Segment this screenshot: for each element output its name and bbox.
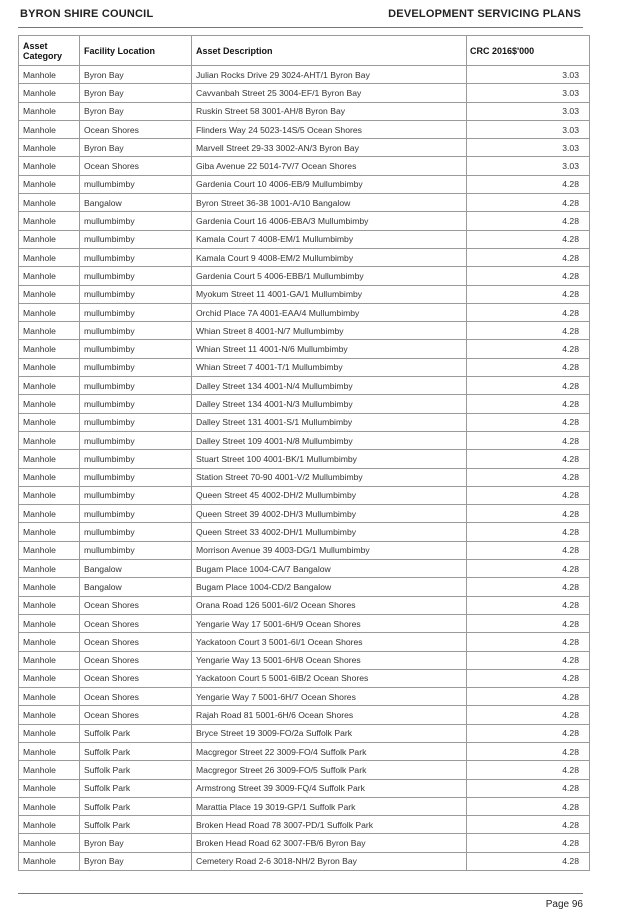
cell-crc: 4.28 [467,651,590,669]
cell-asset-description: Dalley Street 134 4001-N/4 Mullumbimby [192,377,467,395]
table-row [19,468,590,486]
table-row [19,761,590,779]
table-row [19,267,590,285]
cell-facility-location: mullumbimby [80,175,192,193]
cell-facility-location: Byron Bay [80,84,192,102]
cell-crc: 4.28 [467,486,590,504]
cell-facility-location: Byron Bay [80,102,192,120]
cell-facility-location: mullumbimby [80,212,192,230]
cell-facility-location: Suffolk Park [80,742,192,760]
cell-asset-category: Manhole [19,102,80,120]
cell-asset-description: Yengarie Way 17 5001-6H/9 Ocean Shores [192,614,467,632]
cell-facility-location: Suffolk Park [80,797,192,815]
cell-crc: 4.28 [467,816,590,834]
cell-crc: 4.28 [467,175,590,193]
cell-facility-location: mullumbimby [80,303,192,321]
cell-asset-description: Orchid Place 7A 4001-EAA/4 Mullumbimby [192,303,467,321]
cell-asset-description: Queen Street 45 4002-DH/2 Mullumbimby [192,486,467,504]
cell-crc: 4.28 [467,450,590,468]
table-row [19,742,590,760]
cell-crc: 4.28 [467,706,590,724]
table-row [19,84,590,102]
cell-crc: 4.28 [467,285,590,303]
cell-crc: 4.28 [467,669,590,687]
cell-asset-category: Manhole [19,523,80,541]
cell-crc: 3.03 [467,139,590,157]
cell-asset-description: Bugam Place 1004-CD/2 Bangalow [192,578,467,596]
table-row [19,212,590,230]
table-row [19,303,590,321]
cell-crc: 4.28 [467,377,590,395]
cell-crc: 4.28 [467,431,590,449]
cell-asset-category: Manhole [19,669,80,687]
cell-asset-category: Manhole [19,84,80,102]
table-header-row [19,36,590,66]
cell-asset-category: Manhole [19,797,80,815]
cell-facility-location: Ocean Shores [80,120,192,138]
cell-facility-location: Suffolk Park [80,724,192,742]
cell-asset-description: Bryce Street 19 3009-FO/2a Suffolk Park [192,724,467,742]
footer-divider [18,893,583,894]
table-row [19,596,590,614]
cell-asset-category: Manhole [19,706,80,724]
cell-crc: 3.03 [467,102,590,120]
cell-facility-location: mullumbimby [80,523,192,541]
cell-crc: 4.28 [467,303,590,321]
cell-asset-category: Manhole [19,450,80,468]
cell-facility-location: mullumbimby [80,468,192,486]
header-council-name: BYRON SHIRE COUNCIL [20,8,154,20]
table-row [19,157,590,175]
cell-asset-description: Bugam Place 1004-CA/7 Bangalow [192,560,467,578]
cell-crc: 4.28 [467,852,590,870]
cell-facility-location: Suffolk Park [80,761,192,779]
cell-asset-category: Manhole [19,322,80,340]
cell-crc: 4.28 [467,230,590,248]
cell-asset-description: Rajah Road 81 5001-6H/6 Ocean Shores [192,706,467,724]
cell-crc: 4.28 [467,523,590,541]
cell-asset-category: Manhole [19,560,80,578]
cell-facility-location: Ocean Shores [80,669,192,687]
cell-facility-location: mullumbimby [80,285,192,303]
cell-asset-category: Manhole [19,468,80,486]
cell-crc: 4.28 [467,541,590,559]
cell-asset-description: Yengarie Way 7 5001-6H/7 Ocean Shores [192,688,467,706]
table-row [19,66,590,84]
cell-facility-location: mullumbimby [80,431,192,449]
cell-asset-category: Manhole [19,431,80,449]
cell-facility-location: mullumbimby [80,267,192,285]
cell-crc: 4.28 [467,779,590,797]
cell-asset-description: Giba Avenue 22 5014-7V/7 Ocean Shores [192,157,467,175]
cell-crc: 4.28 [467,248,590,266]
table-row [19,834,590,852]
table-row [19,285,590,303]
cell-facility-location: Ocean Shores [80,706,192,724]
table-row [19,852,590,870]
cell-crc: 4.28 [467,468,590,486]
cell-crc: 3.03 [467,120,590,138]
cell-asset-description: Dalley Street 131 4001-S/1 Mullumbimby [192,413,467,431]
cell-crc: 3.03 [467,157,590,175]
asset-table [18,35,590,871]
cell-asset-category: Manhole [19,194,80,212]
table-row [19,816,590,834]
cell-facility-location: mullumbimby [80,450,192,468]
cell-facility-location: mullumbimby [80,340,192,358]
cell-crc: 4.28 [467,194,590,212]
table-row [19,377,590,395]
cell-asset-category: Manhole [19,267,80,285]
cell-facility-location: Byron Bay [80,66,192,84]
cell-asset-category: Manhole [19,303,80,321]
cell-asset-description: Whian Street 8 4001-N/7 Mullumbimby [192,322,467,340]
table-row [19,194,590,212]
cell-facility-location: mullumbimby [80,541,192,559]
cell-asset-description: Gardenia Court 16 4006-EBA/3 Mullumbimby [192,212,467,230]
cell-facility-location: mullumbimby [80,505,192,523]
cell-asset-description: Marvell Street 29-33 3002-AN/3 Byron Bay [192,139,467,157]
table-row [19,395,590,413]
cell-asset-category: Manhole [19,358,80,376]
cell-facility-location: Bangalow [80,578,192,596]
table-row [19,633,590,651]
header-document-title: DEVELOPMENT SERVICING PLANS [388,8,581,20]
cell-asset-description: Queen Street 33 4002-DH/1 Mullumbimby [192,523,467,541]
cell-asset-category: Manhole [19,779,80,797]
cell-asset-description: Macgregor Street 26 3009-FO/5 Suffolk Park [192,761,467,779]
cell-asset-description: Kamala Court 9 4008-EM/2 Mullumbimby [192,248,467,266]
cell-asset-category: Manhole [19,852,80,870]
table-row [19,688,590,706]
table-row [19,413,590,431]
cell-asset-category: Manhole [19,285,80,303]
cell-facility-location: mullumbimby [80,358,192,376]
cell-facility-location: Bangalow [80,560,192,578]
cell-asset-description: Armstrong Street 39 3009-FQ/4 Suffolk Park [192,779,467,797]
cell-asset-description: Dalley Street 109 4001-N/8 Mullumbimby [192,431,467,449]
cell-crc: 4.28 [467,724,590,742]
cell-asset-category: Manhole [19,578,80,596]
cell-facility-location: mullumbimby [80,486,192,504]
cell-crc: 4.28 [467,322,590,340]
cell-crc: 4.28 [467,267,590,285]
cell-asset-description: Cemetery Road 2-6 3018-NH/2 Byron Bay [192,852,467,870]
cell-asset-category: Manhole [19,230,80,248]
cell-asset-category: Manhole [19,651,80,669]
cell-asset-description: Whian Street 7 4001-T/1 Mullumbimby [192,358,467,376]
cell-asset-description: Flinders Way 24 5023-14S/5 Ocean Shores [192,120,467,138]
cell-crc: 4.28 [467,614,590,632]
cell-asset-category: Manhole [19,175,80,193]
table-row [19,578,590,596]
cell-crc: 4.28 [467,761,590,779]
cell-crc: 3.03 [467,66,590,84]
table-row [19,541,590,559]
cell-crc: 4.28 [467,834,590,852]
table-row [19,523,590,541]
cell-crc: 4.28 [467,797,590,815]
header-divider [18,27,583,28]
cell-crc: 3.03 [467,84,590,102]
cell-asset-description: Dalley Street 134 4001-N/3 Mullumbimby [192,395,467,413]
cell-facility-location: Ocean Shores [80,157,192,175]
cell-crc: 4.28 [467,395,590,413]
cell-asset-category: Manhole [19,816,80,834]
cell-facility-location: Suffolk Park [80,779,192,797]
table-row [19,614,590,632]
cell-asset-description: Queen Street 39 4002-DH/3 Mullumbimby [192,505,467,523]
table-row [19,248,590,266]
column-header-asset-category: Asset Category [19,36,80,66]
table-row [19,230,590,248]
cell-asset-category: Manhole [19,248,80,266]
cell-crc: 4.28 [467,633,590,651]
cell-asset-description: Broken Head Road 78 3007-PD/1 Suffolk Park [192,816,467,834]
cell-facility-location: Byron Bay [80,834,192,852]
cell-asset-description: Gardenia Court 10 4006-EB/9 Mullumbimby [192,175,467,193]
cell-facility-location: Byron Bay [80,852,192,870]
cell-crc: 4.28 [467,596,590,614]
cell-asset-description: Yengarie Way 13 5001-6H/8 Ocean Shores [192,651,467,669]
cell-facility-location: mullumbimby [80,395,192,413]
cell-asset-description: Byron Street 36-38 1001-A/10 Bangalow [192,194,467,212]
table-row [19,450,590,468]
cell-facility-location: mullumbimby [80,322,192,340]
cell-asset-category: Manhole [19,340,80,358]
cell-asset-category: Manhole [19,724,80,742]
cell-crc: 4.28 [467,688,590,706]
table-row [19,102,590,120]
table-row [19,651,590,669]
cell-asset-category: Manhole [19,742,80,760]
cell-asset-category: Manhole [19,761,80,779]
table-row [19,724,590,742]
cell-facility-location: Ocean Shores [80,614,192,632]
cell-asset-category: Manhole [19,66,80,84]
cell-facility-location: Bangalow [80,194,192,212]
cell-asset-description: Marattia Place 19 3019-GP/1 Suffolk Park [192,797,467,815]
cell-asset-category: Manhole [19,139,80,157]
cell-asset-category: Manhole [19,834,80,852]
cell-asset-description: Yackatoon Court 3 5001-6I/1 Ocean Shores [192,633,467,651]
column-header-facility-location: Facility Location [80,36,192,66]
cell-asset-category: Manhole [19,395,80,413]
cell-facility-location: Ocean Shores [80,633,192,651]
cell-facility-location: Ocean Shores [80,596,192,614]
cell-asset-category: Manhole [19,377,80,395]
cell-facility-location: Ocean Shores [80,651,192,669]
cell-crc: 4.28 [467,505,590,523]
cell-facility-location: Ocean Shores [80,688,192,706]
table-row [19,560,590,578]
cell-asset-category: Manhole [19,505,80,523]
cell-facility-location: Byron Bay [80,139,192,157]
cell-asset-description: Kamala Court 7 4008-EM/1 Mullumbimby [192,230,467,248]
table-row [19,175,590,193]
cell-facility-location: mullumbimby [80,413,192,431]
table-row [19,139,590,157]
cell-crc: 4.28 [467,560,590,578]
table-body [19,66,590,871]
cell-asset-description: Station Street 70-90 4001-V/2 Mullumbimby [192,468,467,486]
cell-asset-category: Manhole [19,413,80,431]
cell-asset-category: Manhole [19,633,80,651]
cell-crc: 4.28 [467,212,590,230]
cell-asset-description: Myokum Street 11 4001-GA/1 Mullumbimby [192,285,467,303]
table-row [19,358,590,376]
cell-asset-description: Julian Rocks Drive 29 3024-AHT/1 Byron Bay [192,66,467,84]
table-row [19,120,590,138]
cell-crc: 4.28 [467,413,590,431]
table-row [19,797,590,815]
cell-asset-description: Macgregor Street 22 3009-FO/4 Suffolk Park [192,742,467,760]
table-row [19,322,590,340]
page-number: Page 96 [545,899,583,910]
cell-asset-description: Orana Road 126 5001-6I/2 Ocean Shores [192,596,467,614]
cell-asset-description: Gardenia Court 5 4006-EBB/1 Mullumbimby [192,267,467,285]
table-row [19,340,590,358]
cell-asset-category: Manhole [19,157,80,175]
table-row [19,669,590,687]
cell-asset-category: Manhole [19,541,80,559]
column-header-crc: CRC 2016$'000 [467,36,590,66]
cell-asset-description: Cavvanbah Street 25 3004-EF/1 Byron Bay [192,84,467,102]
cell-asset-category: Manhole [19,614,80,632]
table-row [19,706,590,724]
cell-crc: 4.28 [467,340,590,358]
cell-asset-description: Whian Street 11 4001-N/6 Mullumbimby [192,340,467,358]
table-row [19,486,590,504]
cell-asset-description: Ruskin Street 58 3001-AH/8 Byron Bay [192,102,467,120]
cell-facility-location: mullumbimby [80,377,192,395]
column-header-asset-description: Asset Description [192,36,467,66]
table-row [19,505,590,523]
cell-asset-description: Yackatoon Court 5 5001-6IB/2 Ocean Shores [192,669,467,687]
cell-asset-category: Manhole [19,212,80,230]
cell-facility-location: mullumbimby [80,230,192,248]
table-row [19,431,590,449]
cell-asset-category: Manhole [19,486,80,504]
cell-asset-category: Manhole [19,120,80,138]
cell-crc: 4.28 [467,358,590,376]
cell-asset-description: Morrison Avenue 39 4003-DG/1 Mullumbimby [192,541,467,559]
table-row [19,779,590,797]
cell-crc: 4.28 [467,578,590,596]
cell-facility-location: Suffolk Park [80,816,192,834]
cell-facility-location: mullumbimby [80,248,192,266]
cell-asset-description: Stuart Street 100 4001-BK/1 Mullumbimby [192,450,467,468]
cell-asset-description: Broken Head Road 62 3007-FB/6 Byron Bay [192,834,467,852]
cell-asset-category: Manhole [19,596,80,614]
cell-crc: 4.28 [467,742,590,760]
cell-asset-category: Manhole [19,688,80,706]
